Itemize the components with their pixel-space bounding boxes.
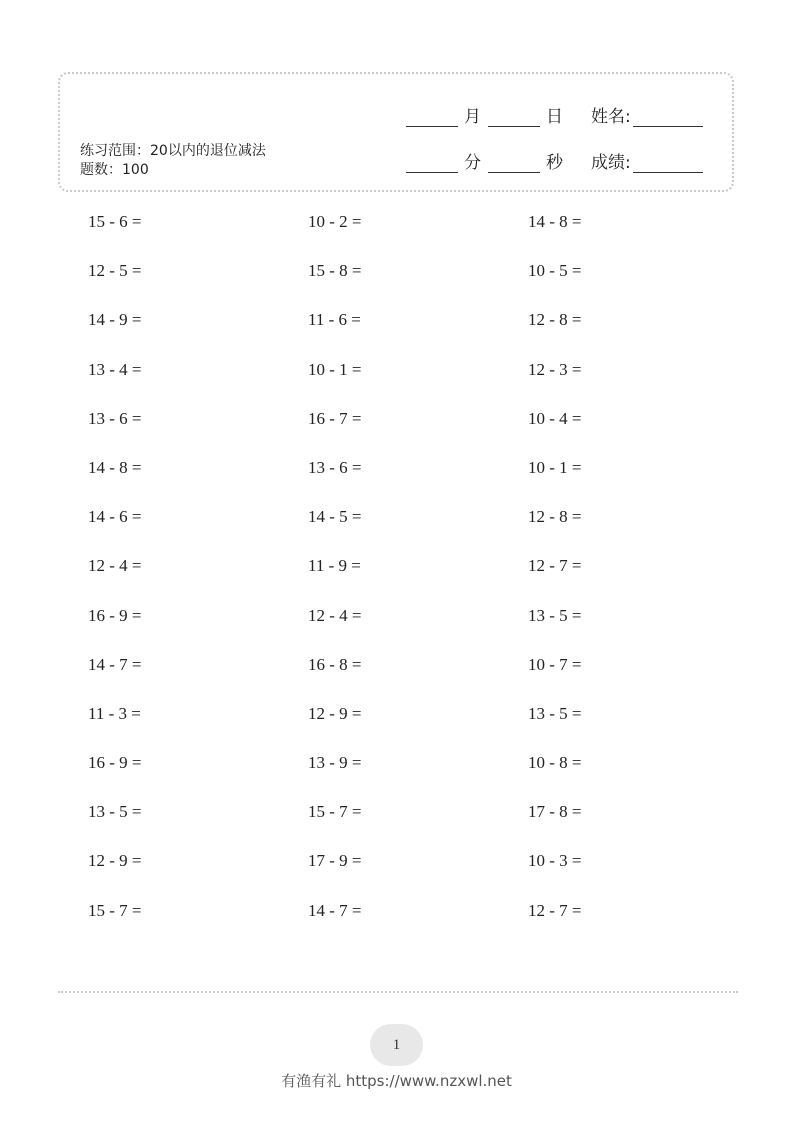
month-blank[interactable] (406, 108, 458, 127)
problem-row (88, 259, 748, 308)
score-label: 成绩: (591, 153, 631, 173)
problem-row (88, 702, 748, 751)
day-blank[interactable] (488, 108, 540, 127)
problem-item: 17 - 9 = (308, 851, 362, 871)
month-label: 月 (464, 107, 481, 127)
range-label: 练习范围：20以内的退位减法 (80, 143, 266, 159)
page-number: 1 (392, 1036, 401, 1053)
problem-item: 10 - 1 = (528, 457, 582, 477)
problem-item: 12 - 9 = (88, 851, 142, 871)
problem-row (88, 899, 748, 948)
problem-item: 13 - 5 = (528, 605, 582, 625)
problem-item: 12 - 4 = (88, 556, 142, 576)
problem-item: 12 - 9 = (308, 703, 362, 723)
problem-item: 15 - 7 = (88, 900, 142, 920)
problem-row (88, 554, 748, 603)
problem-item: 14 - 7 = (308, 900, 362, 920)
problem-item: 14 - 5 = (308, 507, 362, 527)
problem-row (88, 653, 748, 702)
problem-row (88, 308, 748, 357)
count-label: 题数：100 (80, 162, 149, 178)
minute-label: 分 (464, 153, 481, 173)
page-number-badge (370, 1024, 423, 1066)
problem-grid (88, 210, 748, 948)
problem-row (88, 210, 748, 259)
exercise-info (80, 142, 290, 180)
score-blank[interactable] (633, 154, 703, 173)
problem-item: 12 - 3 = (528, 359, 582, 379)
problem-item: 15 - 7 = (308, 802, 362, 822)
problem-item: 12 - 7 = (528, 556, 582, 576)
bottom-divider (58, 991, 738, 993)
problem-row (88, 849, 748, 898)
problem-item: 14 - 8 = (528, 212, 582, 231)
problem-item: 16 - 9 = (88, 753, 142, 773)
problem-item: 12 - 8 = (528, 310, 582, 330)
time-score-row (406, 148, 703, 173)
problem-item: 14 - 8 = (88, 457, 142, 477)
problem-row (88, 751, 748, 800)
footer-site-text: 有渔有礼 https://www.nzxwl.net (281, 1072, 512, 1090)
problem-item: 13 - 6 = (308, 457, 362, 477)
problem-row (88, 505, 748, 554)
problem-item: 13 - 4 = (88, 359, 142, 379)
problem-item: 10 - 1 = (308, 359, 362, 379)
problem-item: 10 - 8 = (528, 753, 582, 773)
problem-row (88, 456, 748, 505)
problem-row (88, 407, 748, 456)
problem-item: 12 - 8 = (528, 507, 582, 527)
worksheet-header (58, 72, 734, 192)
problem-item: 11 - 6 = (308, 310, 361, 330)
problem-item: 10 - 7 = (528, 654, 582, 674)
problem-item: 16 - 8 = (308, 654, 362, 674)
name-label: 姓名: (591, 107, 631, 127)
problem-item: 13 - 6 = (88, 408, 142, 428)
problem-item: 12 - 5 = (88, 261, 142, 281)
second-label: 秒 (546, 153, 563, 173)
problem-item: 10 - 4 = (528, 408, 582, 428)
minute-blank[interactable] (406, 154, 458, 173)
problem-item: 12 - 4 = (308, 605, 362, 625)
second-blank[interactable] (488, 154, 540, 173)
problem-item: 14 - 6 = (88, 507, 142, 527)
problem-item: 15 - 6 = (88, 212, 142, 231)
problem-item: 16 - 9 = (88, 605, 142, 625)
problem-item: 10 - 2 = (308, 212, 362, 231)
problem-item: 15 - 8 = (308, 261, 362, 281)
problem-item: 17 - 8 = (528, 802, 582, 822)
date-name-row (406, 102, 703, 127)
problem-row (88, 604, 748, 653)
problem-item: 13 - 5 = (528, 703, 582, 723)
problem-item: 10 - 5 = (528, 261, 582, 281)
problem-item: 11 - 3 = (88, 703, 141, 723)
problem-item: 13 - 9 = (308, 753, 362, 773)
day-label: 日 (546, 107, 563, 127)
problem-item: 12 - 7 = (528, 900, 582, 920)
problem-item: 16 - 7 = (308, 408, 362, 428)
name-blank[interactable] (633, 108, 703, 127)
problem-item: 11 - 9 = (308, 556, 361, 576)
problem-row (88, 800, 748, 849)
problem-item: 14 - 9 = (88, 310, 142, 330)
problem-item: 10 - 3 = (528, 851, 582, 871)
problem-item: 13 - 5 = (88, 802, 142, 822)
problem-item: 14 - 7 = (88, 654, 142, 674)
problem-row (88, 358, 748, 407)
